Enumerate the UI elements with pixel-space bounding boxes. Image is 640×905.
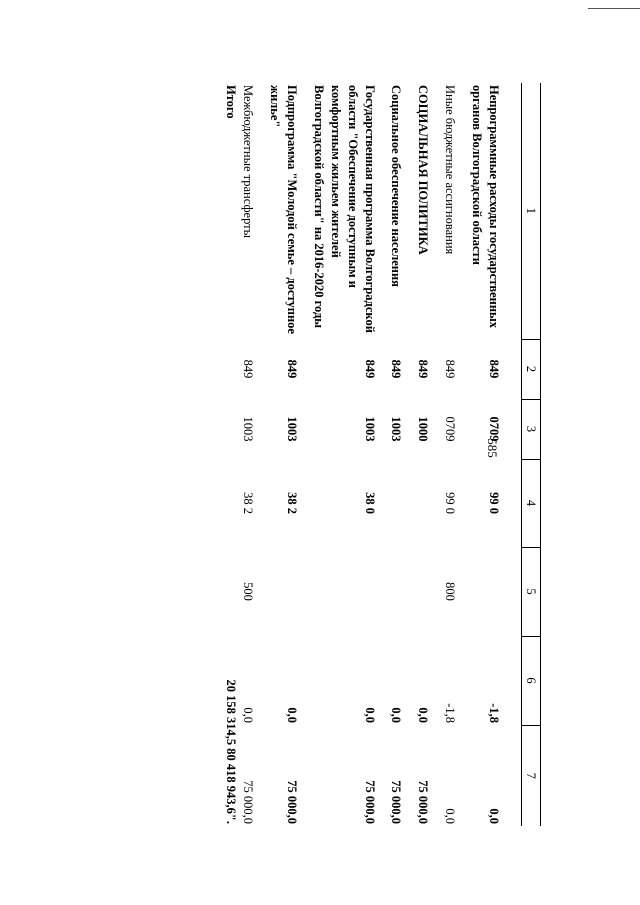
- cell-section: 0709: [487, 416, 501, 442]
- cell-amount-2: 0,0: [443, 808, 458, 824]
- cell-target: 99 0: [487, 492, 501, 514]
- cell-target: [388, 459, 405, 547]
- cell-amount-1: 0,0: [416, 707, 431, 723]
- cell-section: 1003: [362, 416, 377, 442]
- cell-amount-2: 75 000,0: [285, 780, 300, 824]
- cell-amount-1: 0,0: [241, 707, 256, 723]
- col-header-6: 6: [522, 636, 541, 725]
- cell-amount-2: 75 000,0: [389, 780, 404, 824]
- table-row: [240, 83, 257, 826]
- cell-ministry: 849: [443, 359, 458, 379]
- cell-target: [415, 459, 432, 547]
- table-row: [388, 83, 405, 826]
- cell-amount-2: 75 000,0: [241, 780, 256, 824]
- table-row: [266, 83, 300, 826]
- cell-target: 38 2: [285, 492, 300, 514]
- row-name: Иные бюджетные ассигнования: [443, 85, 458, 255]
- cell-section: 0709: [443, 416, 458, 442]
- cell-expense-type: 500: [241, 582, 256, 601]
- row-name: Подпрограмма "Молодой семье – доступное жилье": [268, 85, 300, 334]
- cell-section: 1003: [241, 416, 256, 442]
- col-header-5: 5: [522, 547, 541, 636]
- cell-section: 1000: [416, 416, 431, 442]
- cell-amount-1: 0,0: [285, 707, 300, 723]
- table-row: [441, 83, 458, 826]
- cell-ministry: 849: [487, 359, 501, 379]
- cell-ministry: 849: [285, 359, 300, 379]
- cell-section: 1003: [389, 416, 404, 442]
- row-name: Непрограммные расходы государственных органов Волгоградской области: [470, 85, 501, 329]
- col-header-3: 3: [522, 399, 541, 459]
- cell-expense-type: 800: [443, 582, 458, 601]
- cell-amount-1: -1,8: [487, 703, 501, 723]
- cell-ministry: 849: [416, 359, 431, 379]
- col-header-7: 7: [522, 725, 541, 826]
- scan-edge-line: [588, 8, 640, 9]
- cell-target: 99 0: [443, 492, 458, 514]
- row-name: Межбюджетные трансферты: [241, 85, 256, 239]
- table-row: [310, 83, 378, 826]
- budget-sheet: [1, 83, 541, 826]
- budget-table: [223, 83, 541, 826]
- row-name: Социальное обеспечение населения: [389, 85, 404, 287]
- col-header-4: 4: [522, 459, 541, 547]
- cell-amount-2: 75 000,0: [362, 780, 377, 824]
- cell-amount-2: 0,0: [487, 808, 501, 824]
- col-header-2: 2: [522, 339, 541, 399]
- total-values: 20 158 314,5 80 418 943,6".: [224, 679, 239, 824]
- cell-amount-1: -1,8: [443, 703, 458, 723]
- row-name: СОЦИАЛЬНАЯ ПОЛИТИКА: [416, 85, 431, 255]
- cell-ministry: 849: [389, 359, 404, 379]
- page-number: 585: [485, 438, 500, 458]
- cell-amount-1: 0,0: [362, 707, 377, 723]
- table-row: [415, 83, 432, 826]
- cell-expense-type: [266, 547, 300, 636]
- cell-amount-1: 0,0: [389, 707, 404, 723]
- cell-expense-type: [468, 547, 521, 636]
- cell-section: 1003: [285, 416, 300, 442]
- cell-ministry: 849: [362, 359, 377, 379]
- row-name: Государственная программа Волгоградской области "Обеспечение доступным и комфортным жильем жителей Волгоградской области" на 2016-2020 годы: [312, 85, 377, 333]
- cell-expense-type: [415, 547, 432, 636]
- cell-target: 38 2: [241, 492, 256, 514]
- cell-ministry: 849: [241, 359, 256, 379]
- column-number-row: [522, 83, 541, 826]
- cell-target: 38 0: [362, 492, 377, 514]
- cell-expense-type: [310, 547, 378, 636]
- total-label: Итого: [224, 85, 239, 119]
- cell-expense-type: [388, 547, 405, 636]
- cell-amount-2: 75 000,0: [416, 780, 431, 824]
- table-row: [468, 83, 521, 826]
- col-header-1: 1: [522, 83, 541, 339]
- total-row: [223, 83, 240, 826]
